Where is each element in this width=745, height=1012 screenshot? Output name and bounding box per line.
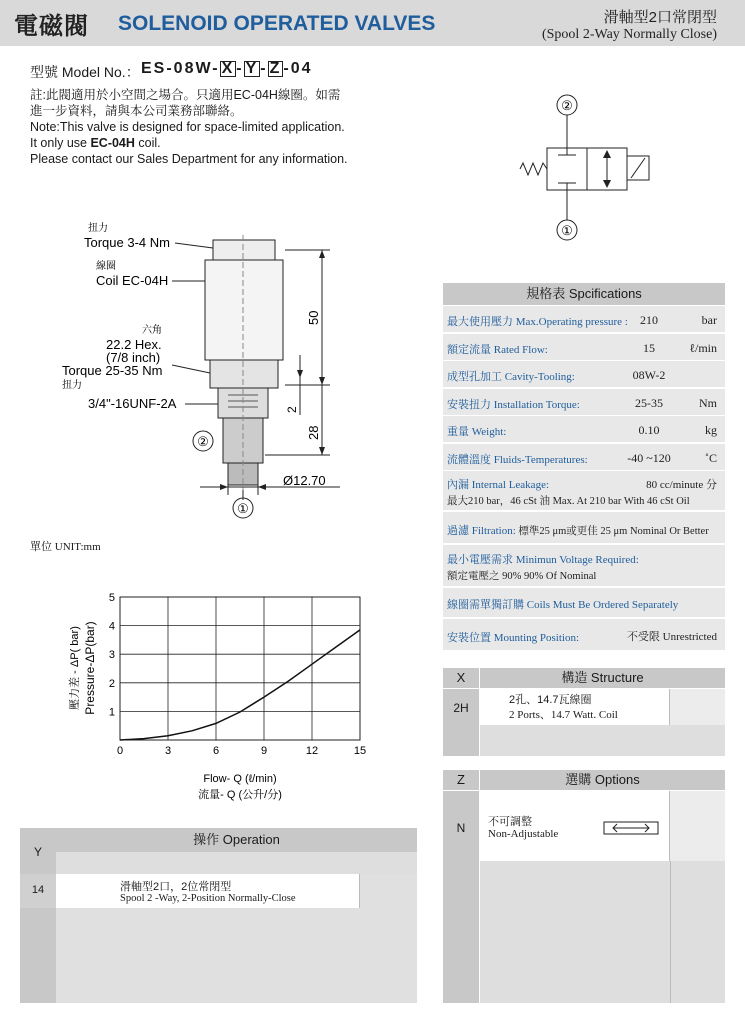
options-title: 選購 Options <box>480 770 725 790</box>
operation-table <box>20 828 417 1003</box>
spec-row <box>443 334 725 361</box>
chart-xlabel: Flow- Q (ℓ/min) <box>203 773 277 785</box>
chart-xtick-label: 12 <box>305 745 319 757</box>
spec-title: 規格表 Spcifications <box>443 283 725 305</box>
spec-row-value: 25-35 <box>635 395 663 410</box>
thread-label: 3/4"-16UNF-2A <box>88 396 177 411</box>
symbol-port-top: ② <box>561 98 573 113</box>
model-y-box: Y <box>245 60 259 77</box>
operation-title: 操作 Operation <box>56 828 417 852</box>
structure-col-label: X <box>443 668 479 688</box>
chart-xtick-label: 3 <box>164 745 172 757</box>
note-en-2-pre: It only use <box>30 136 91 150</box>
note-zh-1: 註:此閥適用於小空間之場合。只適用EC-04H線圈。如需 <box>30 88 341 102</box>
chart-frame <box>120 597 360 740</box>
spec-row-value: -40 ~120 <box>627 450 671 465</box>
spec-row-unit: ˚C <box>705 450 717 465</box>
spec-mount-value: 不受限 Unrestricted <box>626 631 717 643</box>
spec-leak <box>443 471 725 511</box>
note-en-1: Note:This valve is designed for space-limited application. <box>30 120 345 134</box>
note-en-2-post: coil. <box>134 136 161 150</box>
operation-desc-en: Spool 2 -Way, 2-Position Normally-Close <box>120 893 296 904</box>
options-table <box>443 770 725 1003</box>
spec-row-label: 安裝扭力 Installation Torque: <box>447 398 580 411</box>
hex-zh: 六角 <box>142 325 162 336</box>
spec-voltage <box>443 545 725 587</box>
spec-voltage-value: 額定電壓之 90% 90% Of Nominal <box>447 571 597 582</box>
symbol-port-bottom: ① <box>561 223 573 238</box>
spec-filtration-label: 過濾 Filtration: <box>447 525 516 537</box>
note-en-2 <box>30 135 370 151</box>
operation-code: 14 <box>31 884 45 896</box>
model-prefix: ES-08W- <box>141 60 220 77</box>
coil-zh: 線圈 <box>96 261 116 272</box>
spec-row-value: 0.10 <box>638 423 660 437</box>
torque-top-label: Torque 3-4 Nm <box>84 235 170 250</box>
chart-ticks <box>109 592 366 757</box>
chart-ytick-label: 1 <box>108 706 115 719</box>
spec-leak-label: 內漏 Internal Leakage: <box>447 479 550 491</box>
spec-row-unit: Nm <box>699 395 717 410</box>
spec-row-unit: kg <box>705 423 717 437</box>
spec-row-label: 最大使用壓力 Max.Operating pressure : <box>447 316 628 328</box>
spec-row-unit: ℓ/min <box>689 340 717 355</box>
dim-diameter: Ø12.70 <box>283 473 326 488</box>
pq-chart <box>60 585 380 810</box>
spec-row-value: 210 <box>640 313 658 327</box>
options-col-label: Z <box>443 770 479 790</box>
spec-row <box>443 306 725 333</box>
page-title-zh: 電磁閥 <box>14 13 89 40</box>
spec-mount <box>443 619 725 651</box>
spec-leak-sub: 最大210 bar，46 cSt 油 Max. At 210 bar With 46 cSt Oil <box>447 496 690 507</box>
spec-coils <box>443 588 725 618</box>
spec-row <box>443 389 725 416</box>
spec-table <box>443 283 725 653</box>
spec-row <box>443 444 725 471</box>
hex-label-1: 22.2 Hex. <box>106 337 162 352</box>
options-desc-en: Non-Adjustable <box>488 828 559 840</box>
structure-table <box>443 668 725 756</box>
model-z-box: Z <box>269 60 282 77</box>
structure-desc-en: 2 Ports、14.7 Watt. Coil <box>509 709 618 721</box>
model-dash-1: - <box>236 60 244 77</box>
spec-filtration-value: 標準25 μm或更佳 25 μm Nominal Or Better <box>518 526 709 537</box>
dim-50: 50 <box>306 310 321 325</box>
options-desc-zh: 不可調整 <box>488 816 532 828</box>
coil-label: Coil EC-04H <box>96 273 169 288</box>
chart-ytick-label: 3 <box>108 649 115 662</box>
chart-xtick-label: 6 <box>212 745 220 757</box>
note-en-2-bold: EC-04H <box>90 136 135 150</box>
spec-row-unit: bar <box>701 313 717 327</box>
valve-drawing <box>60 215 350 520</box>
torque-mid-zh: 扭力 <box>62 380 82 391</box>
drawing-port-2: ② <box>197 434 209 449</box>
chart-ytick-label: 4 <box>108 620 115 633</box>
structure-title: 構造 Structure <box>480 668 725 688</box>
chart-xtick-label: 9 <box>260 745 268 757</box>
hydraulic-symbol <box>500 88 670 248</box>
non-adjustable-icon <box>603 820 661 838</box>
chart-series-line <box>120 630 360 740</box>
chart-grid <box>120 597 360 740</box>
model-suffix: -04 <box>283 60 313 77</box>
operation-desc-zh: 滑軸型2口，2位常閉型 <box>120 881 232 893</box>
structure-code: 2H <box>453 701 469 715</box>
spec-row-label: 流體溫度 Fluids-Temperatures: <box>447 453 588 466</box>
structure-desc-zh: 2孔、14.7瓦線圈 <box>509 694 592 706</box>
page-title-en: SOLENOID OPERATED VALVES <box>118 12 436 35</box>
model-label: 型號 Model No.： <box>30 64 140 80</box>
spec-row <box>443 416 725 443</box>
model-x-box: X <box>221 60 235 77</box>
note-zh-2: 進一步資料，請與本公司業務部聯絡。 <box>30 104 243 118</box>
spec-mount-label: 安裝位置 Mounting Position: <box>447 632 580 644</box>
hex-label-2: (7/8 inch) <box>106 350 161 365</box>
model-dash-2: - <box>260 60 268 77</box>
spec-row <box>443 361 725 388</box>
spec-voltage-label: 最小電壓需求 Minimun Voltage Required: <box>447 554 639 566</box>
chart-ytick-label: 2 <box>108 677 115 690</box>
subtitle-zh: 滑軸型2口常閉型 <box>603 9 717 26</box>
spec-leak-value: 80 cc/minute 分 <box>646 479 717 491</box>
chart-ytick-label: 5 <box>108 592 115 604</box>
spec-filtration <box>443 512 725 544</box>
unit-label: 單位 UNIT:mm <box>30 541 101 553</box>
spec-row-label: 重量 Weight: <box>447 426 507 438</box>
dim-28: 28 <box>306 425 321 440</box>
chart-xtick-label: 0 <box>116 745 124 757</box>
chart-ylabel: Pressure-ΔP(bar) <box>83 621 97 715</box>
spec-row-label: 成型孔加工 Cavity-Tooling: <box>447 371 575 383</box>
drawing-port-1: ① <box>237 501 249 516</box>
chart-xlabel-zh: 流量- Q (公升/分) <box>198 789 282 801</box>
spec-row-label: 額定流量 Rated Flow: <box>447 343 548 356</box>
chart-xtick-label: 15 <box>353 745 367 757</box>
spec-row-value: 15 <box>643 340 655 355</box>
note-en-3: Please contact our Sales Department for any information. <box>30 152 348 166</box>
notes <box>30 87 370 167</box>
dim-2: 2 <box>285 406 299 413</box>
operation-col-label: Y <box>33 845 42 859</box>
options-code: N <box>456 821 466 835</box>
model-code <box>141 60 312 78</box>
subtitle-en: (Spool 2-Way Normally Close) <box>541 27 717 42</box>
chart-ylabel-zh: 壓力差 - ΔP( bar) <box>69 626 81 710</box>
torque-top-zh: 扭力 <box>88 223 108 234</box>
torque-mid-label: Torque 25-35 Nm <box>62 363 163 378</box>
spec-row-value: 08W-2 <box>632 368 666 382</box>
spec-coils-note: 線圈需單獨訂購 Coils Must Be Ordered Separately <box>447 599 679 611</box>
